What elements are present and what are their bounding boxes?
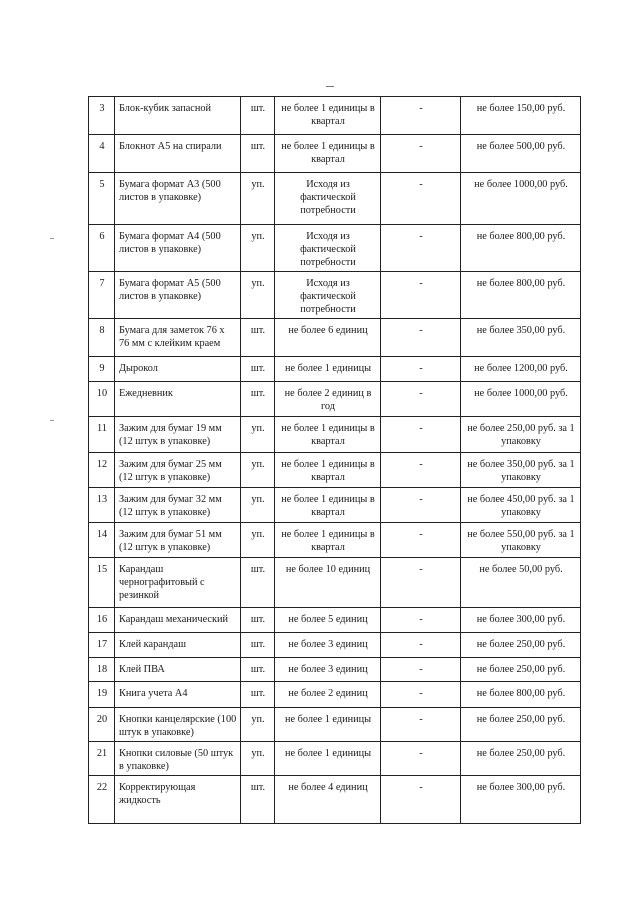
row-number: 16 — [89, 608, 115, 633]
row-number: 8 — [89, 319, 115, 357]
unit: шт. — [241, 319, 275, 357]
empty-dash: - — [381, 633, 461, 658]
row-number: 4 — [89, 135, 115, 173]
table-row — [89, 488, 581, 523]
price-limit: не более 350,00 руб. — [461, 319, 581, 357]
empty-dash: - — [381, 608, 461, 633]
item-name: Карандаш механический — [115, 608, 241, 633]
row-number: 6 — [89, 225, 115, 272]
scan-mark — [50, 238, 54, 239]
price-limit: не более 1000,00 руб. — [461, 173, 581, 225]
unit: уп. — [241, 453, 275, 488]
unit: шт. — [241, 776, 275, 824]
item-name: Блок-кубик запасной — [115, 97, 241, 135]
table-row — [89, 173, 581, 225]
quantity-norm: не более 1 единицы в квартал — [275, 135, 381, 173]
row-number: 7 — [89, 272, 115, 319]
table-row — [89, 682, 581, 708]
item-name: Зажим для бумаг 25 мм (12 штук в упаковке) — [115, 453, 241, 488]
table-row — [89, 608, 581, 633]
row-number: 22 — [89, 776, 115, 824]
empty-dash: - — [381, 523, 461, 558]
price-limit: не более 450,00 руб. за 1 упаковку — [461, 488, 581, 523]
row-number: 18 — [89, 658, 115, 682]
quantity-norm: не более 1 единицы в квартал — [275, 523, 381, 558]
table-row — [89, 633, 581, 658]
unit: шт. — [241, 97, 275, 135]
unit: уп. — [241, 523, 275, 558]
empty-dash: - — [381, 97, 461, 135]
quantity-norm: не более 1 единицы в квартал — [275, 453, 381, 488]
item-name: Ежедневник — [115, 382, 241, 417]
quantity-norm: не более 2 единиц в год — [275, 382, 381, 417]
item-name: Корректирующая жидкость — [115, 776, 241, 824]
item-name: Карандаш чернографитовый с резинкой — [115, 558, 241, 608]
price-limit: не более 150,00 руб. — [461, 97, 581, 135]
price-limit: не более 250,00 руб. — [461, 708, 581, 742]
empty-dash: - — [381, 225, 461, 272]
table-row — [89, 417, 581, 453]
quantity-norm: Исходя из фактической потребности — [275, 173, 381, 225]
row-number: 12 — [89, 453, 115, 488]
table-row — [89, 357, 581, 382]
table-row — [89, 272, 581, 319]
price-limit: не более 1000,00 руб. — [461, 382, 581, 417]
row-number: 21 — [89, 742, 115, 776]
item-name: Блокнот А5 на спирали — [115, 135, 241, 173]
row-number: 11 — [89, 417, 115, 453]
row-number: 19 — [89, 682, 115, 708]
unit: шт. — [241, 633, 275, 658]
price-limit: не более 1200,00 руб. — [461, 357, 581, 382]
empty-dash: - — [381, 453, 461, 488]
price-limit: не более 300,00 руб. — [461, 776, 581, 824]
empty-dash: - — [381, 776, 461, 824]
unit: уп. — [241, 488, 275, 523]
price-limit: не более 550,00 руб. за 1 упаковку — [461, 523, 581, 558]
row-number: 13 — [89, 488, 115, 523]
unit: уп. — [241, 708, 275, 742]
table-row — [89, 658, 581, 682]
unit: уп. — [241, 173, 275, 225]
quantity-norm: не более 1 единицы в квартал — [275, 97, 381, 135]
quantity-norm: не более 4 единиц — [275, 776, 381, 824]
quantity-norm: не более 1 единицы в квартал — [275, 488, 381, 523]
price-limit: не более 250,00 руб. — [461, 742, 581, 776]
quantity-norm: Исходя из фактической потребности — [275, 272, 381, 319]
empty-dash: - — [381, 135, 461, 173]
unit: шт. — [241, 658, 275, 682]
quantity-norm: не более 1 единицы — [275, 742, 381, 776]
empty-dash: - — [381, 173, 461, 225]
empty-dash: - — [381, 658, 461, 682]
item-name: Бумага формат А3 (500 листов в упаковке) — [115, 173, 241, 225]
item-name: Клей карандаш — [115, 633, 241, 658]
item-name: Бумага для заметок 76 х 76 мм с клейким краем — [115, 319, 241, 357]
item-name: Бумага формат А5 (500 листов в упаковке) — [115, 272, 241, 319]
unit: уп. — [241, 417, 275, 453]
unit: шт. — [241, 558, 275, 608]
quantity-norm: не более 3 единиц — [275, 633, 381, 658]
quantity-norm: не более 5 единиц — [275, 608, 381, 633]
unit: шт. — [241, 608, 275, 633]
table-row — [89, 742, 581, 776]
supplies-table — [88, 96, 581, 824]
unit: шт. — [241, 135, 275, 173]
price-limit: не более 250,00 руб. — [461, 633, 581, 658]
quantity-norm: не более 6 единиц — [275, 319, 381, 357]
price-limit: не более 500,00 руб. — [461, 135, 581, 173]
quantity-norm: не более 1 единицы в квартал — [275, 417, 381, 453]
unit: уп. — [241, 742, 275, 776]
scan-mark — [50, 420, 54, 421]
table-row — [89, 776, 581, 824]
price-limit: не более 250,00 руб. за 1 упаковку — [461, 417, 581, 453]
table-row — [89, 319, 581, 357]
unit: шт. — [241, 357, 275, 382]
row-number: 20 — [89, 708, 115, 742]
empty-dash: - — [381, 417, 461, 453]
quantity-norm: не более 3 единиц — [275, 658, 381, 682]
row-number: 15 — [89, 558, 115, 608]
quantity-norm: Исходя из фактической потребности — [275, 225, 381, 272]
table-row — [89, 453, 581, 488]
empty-dash: - — [381, 488, 461, 523]
row-number: 17 — [89, 633, 115, 658]
price-limit: не более 350,00 руб. за 1 упаковку — [461, 453, 581, 488]
unit: уп. — [241, 225, 275, 272]
table-body — [89, 97, 581, 824]
unit: шт. — [241, 682, 275, 708]
item-name: Зажим для бумаг 32 мм (12 штук в упаковке) — [115, 488, 241, 523]
price-limit: не более 800,00 руб. — [461, 682, 581, 708]
item-name: Дырокол — [115, 357, 241, 382]
empty-dash: - — [381, 319, 461, 357]
empty-dash: - — [381, 357, 461, 382]
item-name: Бумага формат А4 (500 листов в упаковке) — [115, 225, 241, 272]
row-number: 3 — [89, 97, 115, 135]
table-row — [89, 382, 581, 417]
table-row — [89, 523, 581, 558]
table-row — [89, 558, 581, 608]
price-limit: не более 300,00 руб. — [461, 608, 581, 633]
item-name: Кнопки силовые (50 штук в упаковке) — [115, 742, 241, 776]
unit: шт. — [241, 382, 275, 417]
item-name: Кнопки канцелярские (100 штук в упаковке) — [115, 708, 241, 742]
price-limit: не более 250,00 руб. — [461, 658, 581, 682]
scan-mark — [326, 86, 334, 87]
unit: уп. — [241, 272, 275, 319]
row-number: 14 — [89, 523, 115, 558]
empty-dash: - — [381, 272, 461, 319]
quantity-norm: не более 1 единицы — [275, 708, 381, 742]
table-row — [89, 708, 581, 742]
quantity-norm: не более 1 единицы — [275, 357, 381, 382]
item-name: Книга учета А4 — [115, 682, 241, 708]
table-row — [89, 135, 581, 173]
empty-dash: - — [381, 382, 461, 417]
quantity-norm: не более 2 единиц — [275, 682, 381, 708]
row-number: 10 — [89, 382, 115, 417]
empty-dash: - — [381, 558, 461, 608]
table-row — [89, 225, 581, 272]
empty-dash: - — [381, 708, 461, 742]
row-number: 9 — [89, 357, 115, 382]
table-row — [89, 97, 581, 135]
item-name: Клей ПВА — [115, 658, 241, 682]
empty-dash: - — [381, 682, 461, 708]
item-name: Зажим для бумаг 51 мм (12 штук в упаковке) — [115, 523, 241, 558]
row-number: 5 — [89, 173, 115, 225]
item-name: Зажим для бумаг 19 мм (12 штук в упаковке) — [115, 417, 241, 453]
price-limit: не более 50,00 руб. — [461, 558, 581, 608]
price-limit: не более 800,00 руб. — [461, 272, 581, 319]
empty-dash: - — [381, 742, 461, 776]
price-limit: не более 800,00 руб. — [461, 225, 581, 272]
quantity-norm: не более 10 единиц — [275, 558, 381, 608]
